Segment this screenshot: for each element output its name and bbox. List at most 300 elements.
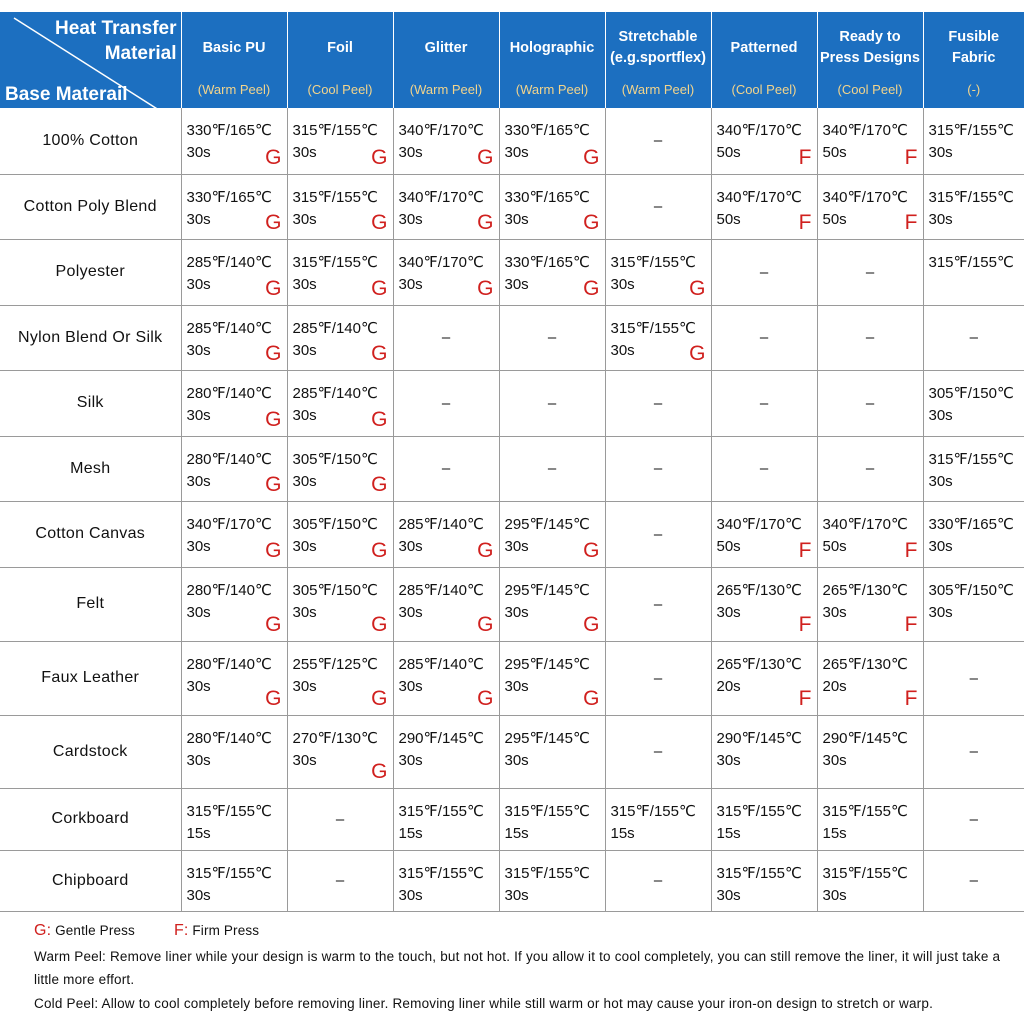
time: 30s — [928, 603, 953, 621]
empty-cell: – — [499, 370, 605, 436]
temperature: 305℉/150℃ — [928, 581, 1014, 599]
temperature: 315℉/155℃ — [292, 253, 378, 271]
row-label: Felt — [0, 567, 181, 641]
temperature: 340℉/170℃ — [716, 188, 802, 206]
empty-cell: – — [605, 436, 711, 501]
time: 30s — [716, 603, 741, 621]
time: 30s — [716, 886, 741, 904]
temperature: 305℉/150℃ — [928, 384, 1014, 402]
empty-cell: – — [605, 108, 711, 174]
empty-cell: – — [605, 174, 711, 239]
setting-cell — [923, 174, 1024, 239]
gentle-press-mark: G — [371, 276, 388, 300]
time: 30s — [292, 751, 317, 769]
time: 30s — [186, 275, 211, 293]
time: 30s — [398, 886, 423, 904]
temperature: 285℉/140℃ — [398, 515, 484, 533]
empty-cell: – — [605, 715, 711, 788]
temperature: 330℉/165℃ — [504, 253, 590, 271]
setting-cell — [181, 108, 287, 174]
time: 30s — [716, 751, 741, 769]
gentle-press-mark: G — [371, 538, 388, 562]
setting-cell — [287, 501, 393, 567]
table-row — [0, 567, 1024, 641]
setting-cell — [181, 567, 287, 641]
setting-cell — [287, 715, 393, 788]
peel-type: (Warm Peel) — [515, 82, 589, 97]
time: 30s — [186, 677, 211, 695]
temperature: 340℉/170℃ — [822, 188, 908, 206]
time: 30s — [186, 144, 211, 161]
temperature: 280℉/140℃ — [186, 581, 272, 599]
gentle-press-mark: G — [265, 472, 282, 496]
column-header — [287, 12, 393, 108]
time: 30s — [504, 677, 529, 695]
time: 30s — [398, 603, 423, 621]
empty-cell: – — [923, 788, 1024, 850]
setting-cell — [287, 174, 393, 239]
table-row — [0, 788, 1024, 850]
gentle-press-mark: G — [371, 472, 388, 496]
temperature: 315℉/155℃ — [716, 802, 802, 820]
temperature: 330℉/165℃ — [504, 122, 590, 139]
gentle-press-mark: G — [265, 210, 282, 234]
temperature: 315℉/155℃ — [292, 188, 378, 206]
temperature: 330℉/165℃ — [186, 188, 272, 206]
gentle-press-mark: G — [477, 612, 494, 636]
column-header — [499, 12, 605, 108]
column-header — [393, 12, 499, 108]
peel-type: (-) — [967, 82, 981, 97]
setting-cell — [817, 715, 923, 788]
time: 30s — [292, 275, 317, 293]
heat-transfer-chart — [0, 12, 1024, 912]
time: 50s — [822, 144, 847, 161]
column-name: Ready to Press Designs — [820, 29, 920, 66]
temperature: 280℉/140℃ — [186, 655, 272, 673]
empty-cell: – — [817, 370, 923, 436]
peel-type: (Warm Peel) — [621, 82, 695, 97]
column-name: Stretchable (e.g.sportflex) — [610, 29, 706, 66]
column-name: Holographic — [509, 39, 595, 56]
time: 30s — [292, 603, 317, 621]
empty-cell: – — [287, 850, 393, 911]
empty-cell: – — [817, 305, 923, 370]
time: 30s — [398, 275, 423, 293]
temperature: 340℉/170℃ — [716, 122, 802, 139]
row-label: Cardstock — [0, 715, 181, 788]
temperature: 315℉/155℃ — [398, 864, 484, 882]
setting-cell — [181, 788, 287, 850]
table-row — [0, 174, 1024, 239]
time: 15s — [610, 824, 635, 842]
temperature: 340℉/170℃ — [398, 253, 484, 271]
table-row — [0, 370, 1024, 436]
gentle-press-mark: G — [265, 341, 282, 365]
row-label: 100% Cotton — [0, 108, 181, 174]
setting-cell — [393, 239, 499, 305]
time: 30s — [186, 472, 211, 490]
empty-cell: – — [923, 715, 1024, 788]
time: 50s — [716, 210, 741, 228]
empty-cell: – — [605, 850, 711, 911]
time: 30s — [504, 210, 529, 228]
temperature: 315℉/155℃ — [822, 802, 908, 820]
table-row — [0, 436, 1024, 501]
setting-cell — [923, 436, 1024, 501]
temperature: 285℉/140℃ — [398, 655, 484, 673]
time: 30s — [928, 537, 953, 555]
gentle-press-mark: G — [371, 759, 388, 783]
time: 30s — [292, 144, 317, 161]
temperature: 315℉/155℃ — [504, 802, 590, 820]
gentle-press-mark: G — [371, 341, 388, 365]
temperature: 290℉/145℃ — [398, 729, 484, 747]
temperature: 285℉/140℃ — [186, 319, 272, 337]
empty-cell: – — [711, 436, 817, 501]
setting-cell — [817, 788, 923, 850]
temperature: 330℉/165℃ — [504, 188, 590, 206]
peel-type: (Cool Peel) — [731, 82, 797, 97]
temperature: 315℉/155℃ — [716, 864, 802, 882]
setting-cell — [499, 641, 605, 715]
setting-cell — [499, 567, 605, 641]
setting-cell — [287, 641, 393, 715]
setting-cell — [817, 567, 923, 641]
row-label: Polyester — [0, 239, 181, 305]
peel-type: (Warm Peel) — [409, 82, 483, 97]
temperature: 280℉/140℃ — [186, 384, 272, 402]
setting-cell — [605, 239, 711, 305]
temperature: 295℉/145℃ — [504, 655, 590, 673]
time: 30s — [186, 537, 211, 555]
setting-cell — [181, 715, 287, 788]
gentle-press-mark: G — [477, 276, 494, 300]
setting-cell — [393, 108, 499, 174]
empty-cell: – — [605, 501, 711, 567]
warm-peel-note: Warm Peel: Remove liner while your design is warm to the touch, but not hot. If you allow it to cool completely, you can still remove the liner, it will just take a little more effort. — [34, 949, 1001, 987]
time: 15s — [398, 824, 423, 842]
gentle-press-mark: G — [371, 407, 388, 431]
firm-press-mark: F — [904, 686, 918, 710]
time: 30s — [398, 677, 423, 695]
temperature: 315℉/155℃ — [610, 802, 696, 820]
temperature: 280℉/140℃ — [186, 450, 272, 468]
row-label: Mesh — [0, 436, 181, 501]
setting-cell — [711, 174, 817, 239]
temperature: 290℉/145℃ — [716, 729, 802, 747]
table-row — [0, 641, 1024, 715]
setting-cell — [181, 436, 287, 501]
row-label: Cotton Poly Blend — [0, 174, 181, 239]
gentle-press-mark: G — [371, 145, 388, 169]
setting-cell — [923, 370, 1024, 436]
temperature: 340℉/170℃ — [398, 188, 484, 206]
temperature: 265℉/130℃ — [822, 581, 908, 599]
temperature: 315℉/155℃ — [610, 253, 696, 271]
settings-table — [0, 12, 1024, 912]
time: 30s — [504, 275, 529, 293]
time: 30s — [186, 886, 211, 904]
gentle-press-mark: G — [265, 612, 282, 636]
time: 30s — [822, 886, 847, 904]
setting-cell — [393, 501, 499, 567]
temperature: 285℉/140℃ — [292, 384, 378, 402]
corner-header — [0, 12, 181, 108]
setting-cell — [499, 174, 605, 239]
gentle-press-mark: G — [265, 538, 282, 562]
time: 15s — [186, 824, 211, 842]
time: 30s — [610, 341, 635, 359]
time: 20s — [716, 677, 741, 695]
gentle-press-text: Gentle Press — [55, 923, 135, 938]
setting-cell — [499, 715, 605, 788]
time: 50s — [716, 537, 741, 555]
setting-cell — [817, 850, 923, 911]
temperature: 330℉/165℃ — [186, 122, 272, 139]
gentle-press-mark: G — [689, 276, 706, 300]
setting-cell — [393, 788, 499, 850]
setting-cell — [605, 788, 711, 850]
gentle-press-mark: G — [689, 341, 706, 365]
setting-cell — [711, 501, 817, 567]
temperature: 285℉/140℃ — [398, 581, 484, 599]
time: 50s — [716, 144, 741, 161]
time: 30s — [504, 537, 529, 555]
column-header — [605, 12, 711, 108]
temperature: 315℉/155℃ — [292, 122, 378, 139]
setting-cell — [181, 174, 287, 239]
gentle-press-mark: G — [265, 276, 282, 300]
time: 30s — [292, 537, 317, 555]
time: 15s — [504, 824, 529, 842]
gentle-press-mark: G — [583, 686, 600, 710]
gentle-press-mark: G: — [34, 922, 52, 939]
header-row — [0, 12, 1024, 108]
gentle-press-mark: G — [265, 145, 282, 169]
temperature: 305℉/150℃ — [292, 450, 378, 468]
setting-cell — [711, 715, 817, 788]
firm-press-mark: F — [798, 145, 812, 169]
setting-cell — [499, 108, 605, 174]
time: 30s — [292, 341, 317, 359]
temperature: 285℉/140℃ — [186, 253, 272, 271]
time: 50s — [822, 210, 847, 228]
press-legend — [34, 922, 259, 940]
empty-cell: – — [605, 567, 711, 641]
setting-cell — [711, 641, 817, 715]
temperature: 265℉/130℃ — [716, 655, 802, 673]
time: 30s — [186, 603, 211, 621]
setting-cell — [923, 108, 1024, 174]
empty-cell: – — [711, 239, 817, 305]
setting-cell — [393, 850, 499, 911]
empty-cell: – — [817, 436, 923, 501]
temperature: 280℉/140℃ — [186, 729, 272, 747]
temperature: 315℉/155℃ — [928, 450, 1014, 468]
temperature: 295℉/145℃ — [504, 515, 590, 533]
setting-cell — [393, 641, 499, 715]
setting-cell — [181, 305, 287, 370]
time: 30s — [822, 751, 847, 769]
empty-cell: – — [393, 305, 499, 370]
time: 30s — [398, 144, 423, 161]
empty-cell: – — [499, 436, 605, 501]
setting-cell — [817, 108, 923, 174]
firm-press-mark: F: — [173, 922, 189, 939]
table-row — [0, 305, 1024, 370]
transfer-material-label: Heat Transfer Material — [55, 18, 177, 64]
column-name: Basic PU — [202, 39, 266, 56]
time: 30s — [292, 677, 317, 695]
setting-cell — [181, 370, 287, 436]
time: 30s — [504, 886, 529, 904]
gentle-press-mark: G — [371, 612, 388, 636]
table-row — [0, 108, 1024, 174]
time: 50s — [822, 537, 847, 555]
time: 15s — [822, 824, 847, 842]
time: 30s — [822, 603, 847, 621]
temperature: 315℉/155℃ — [186, 864, 272, 882]
table-body — [0, 108, 1024, 911]
peel-type: (Cool Peel) — [307, 82, 373, 97]
table-row — [0, 501, 1024, 567]
gentle-press-mark: G — [477, 538, 494, 562]
empty-cell: – — [499, 305, 605, 370]
setting-cell — [287, 567, 393, 641]
temperature: 265℉/130℃ — [716, 581, 802, 599]
time: 30s — [928, 144, 953, 161]
setting-cell — [499, 501, 605, 567]
firm-press-mark: F — [798, 686, 812, 710]
column-name: Glitter — [424, 39, 468, 56]
gentle-press-mark: G — [583, 612, 600, 636]
setting-cell — [499, 239, 605, 305]
time: 30s — [186, 751, 211, 769]
time: 30s — [398, 537, 423, 555]
setting-cell — [181, 501, 287, 567]
table-row — [0, 850, 1024, 911]
setting-cell — [393, 567, 499, 641]
time: 30s — [292, 472, 317, 490]
time: 30s — [398, 751, 423, 769]
gentle-press-mark: G — [477, 686, 494, 710]
temperature: 285℉/140℃ — [292, 319, 378, 337]
time: 15s — [716, 824, 741, 842]
gentle-press-mark: G — [477, 210, 494, 234]
table-row — [0, 239, 1024, 305]
temperature: 255℉/125℃ — [292, 655, 378, 673]
temperature: 305℉/150℃ — [292, 581, 378, 599]
setting-cell — [923, 567, 1024, 641]
gentle-press-mark: G — [583, 210, 600, 234]
temperature: 315℉/155℃ — [928, 122, 1014, 139]
gentle-press-mark: G — [583, 145, 600, 169]
time: 30s — [292, 406, 317, 424]
gentle-press-mark: G — [477, 145, 494, 169]
column-header — [181, 12, 287, 108]
setting-cell — [499, 850, 605, 911]
cold-peel-note: Cold Peel: Allow to cool completely before removing liner. Removing liner while still warm or hot may cause your iron-on design to stretch or warp. — [34, 996, 934, 1011]
temperature: 290℉/145℃ — [822, 729, 908, 747]
setting-cell — [923, 501, 1024, 567]
setting-cell — [287, 108, 393, 174]
time: 30s — [928, 210, 953, 228]
temperature: 340℉/170℃ — [398, 122, 484, 139]
peel-type: (Cool Peel) — [837, 82, 903, 97]
setting-cell — [181, 850, 287, 911]
setting-cell — [605, 305, 711, 370]
row-label: Cotton Canvas — [0, 501, 181, 567]
time: 30s — [186, 341, 211, 359]
firm-press-mark: F — [798, 612, 812, 636]
setting-cell — [817, 174, 923, 239]
empty-cell: – — [605, 370, 711, 436]
gentle-press-mark: G — [371, 210, 388, 234]
setting-cell — [393, 715, 499, 788]
firm-press-mark: F — [798, 210, 812, 234]
empty-cell: – — [393, 436, 499, 501]
temperature: 340℉/170℃ — [822, 122, 908, 139]
empty-cell: – — [393, 370, 499, 436]
time: 30s — [504, 144, 529, 161]
row-label: Silk — [0, 370, 181, 436]
setting-cell — [923, 239, 1024, 305]
setting-cell — [711, 567, 817, 641]
setting-cell — [499, 788, 605, 850]
temperature: 315℉/155℃ — [610, 319, 696, 337]
empty-cell: – — [605, 641, 711, 715]
time: 30s — [610, 275, 635, 293]
empty-cell: – — [923, 850, 1024, 911]
empty-cell: – — [711, 305, 817, 370]
row-label: Nylon Blend Or Silk — [0, 305, 181, 370]
setting-cell — [287, 370, 393, 436]
setting-cell — [711, 108, 817, 174]
time: 20s — [822, 677, 847, 695]
temperature: 315℉/155℃ — [928, 253, 1014, 271]
gentle-press-mark: G — [265, 686, 282, 710]
temperature: 315℉/155℃ — [822, 864, 908, 882]
temperature: 340℉/170℃ — [822, 515, 908, 533]
empty-cell: – — [287, 788, 393, 850]
firm-press-mark: F — [798, 538, 812, 562]
base-material-label: Base Materail — [5, 84, 128, 105]
empty-cell: – — [923, 641, 1024, 715]
time: 30s — [504, 751, 529, 769]
setting-cell — [287, 305, 393, 370]
setting-cell — [711, 850, 817, 911]
column-header — [923, 12, 1024, 108]
temperature: 340℉/170℃ — [186, 515, 272, 533]
row-label: Corkboard — [0, 788, 181, 850]
setting-cell — [287, 436, 393, 501]
temperature: 315℉/155℃ — [928, 188, 1014, 206]
firm-press-mark: F — [904, 538, 918, 562]
setting-cell — [393, 174, 499, 239]
column-name: Foil — [327, 39, 353, 56]
setting-cell — [287, 239, 393, 305]
setting-cell — [181, 641, 287, 715]
table-row — [0, 715, 1024, 788]
time: 30s — [504, 603, 529, 621]
column-name: Patterned — [730, 39, 798, 56]
column-header — [817, 12, 923, 108]
setting-cell — [817, 641, 923, 715]
time: 30s — [186, 210, 211, 228]
empty-cell: – — [923, 305, 1024, 370]
setting-cell — [817, 501, 923, 567]
